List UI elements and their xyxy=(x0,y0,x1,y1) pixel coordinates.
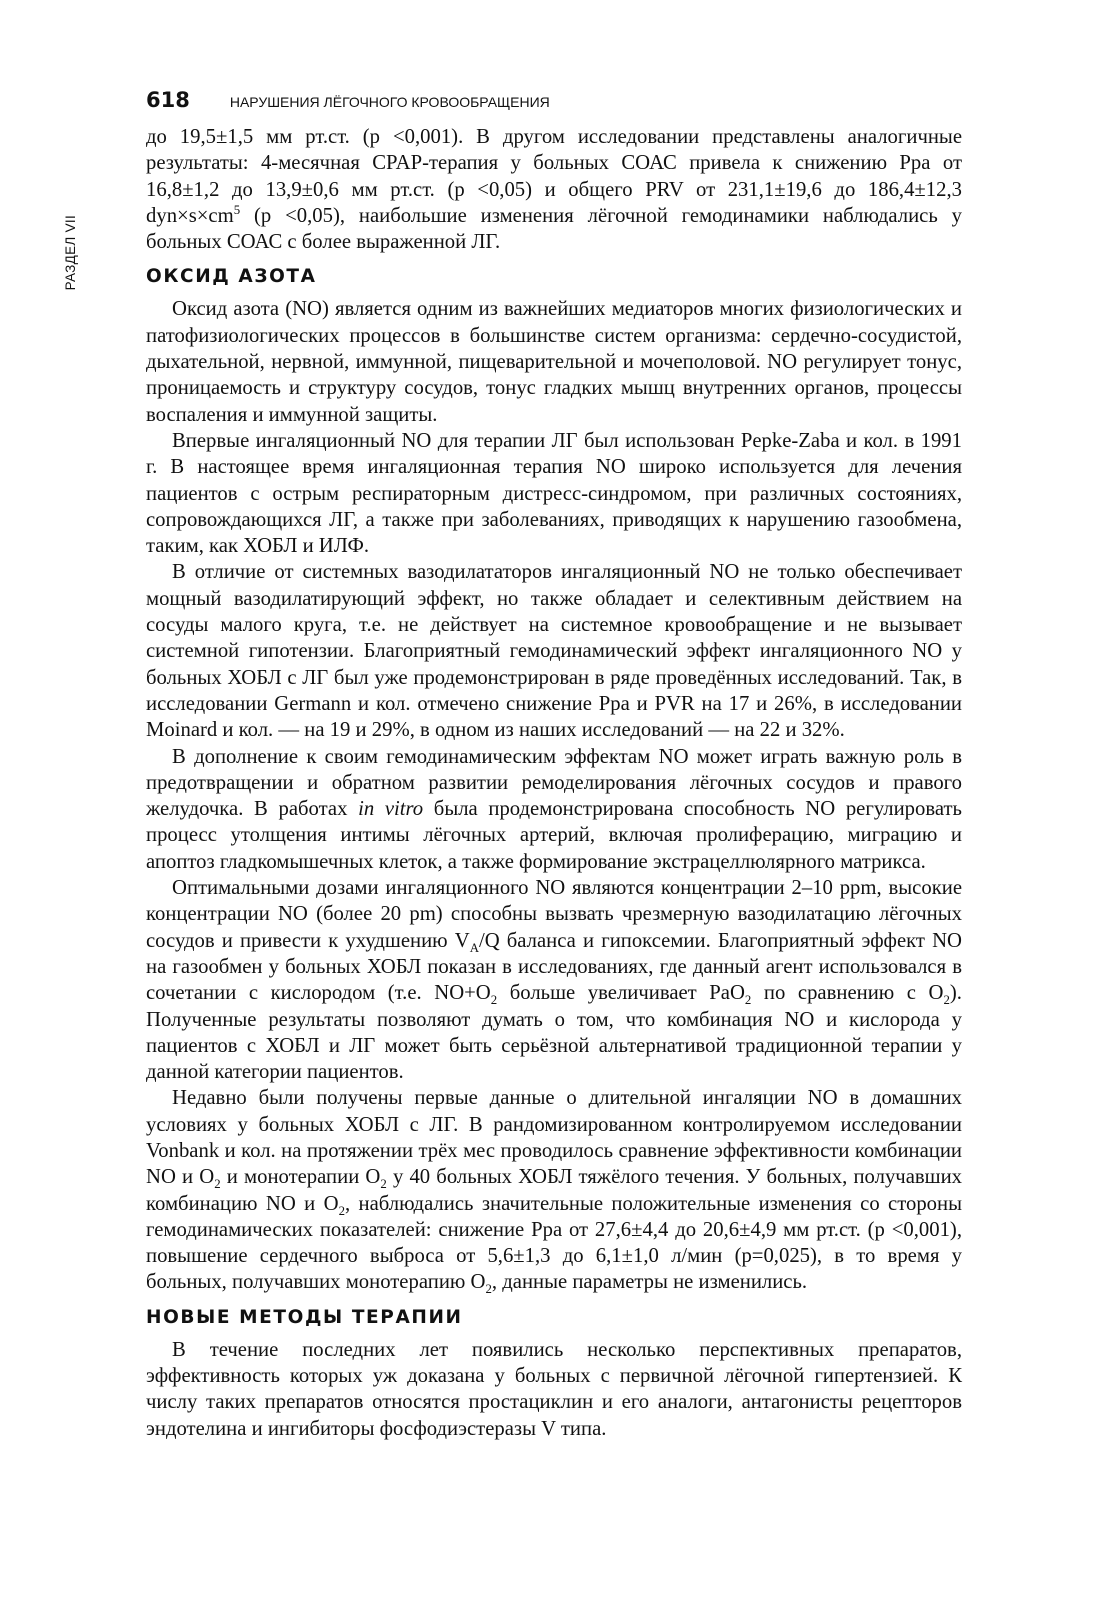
page-header xyxy=(146,88,966,116)
paragraph: Впервые ингаляционный NO для терапии ЛГ был использован Pepke-Zaba и кол. в 1991 г. В настоящее время ингаляционная терапия NO широко используется для лечения пациентов с острым респираторным дистресс-синдромом, при различных состояниях, сопровождающихся ЛГ, а также при заболеваниях, приводящих к нарушению газообмена, таким, как ХОБЛ и ИЛФ. xyxy=(146,429,962,558)
section-side-label: РАЗДЕЛ VII xyxy=(63,215,78,291)
page-body xyxy=(146,124,962,1442)
paragraph: В отличие от системных вазодилататоров ингаляционный NO не только обеспечивает мощный вазодилатирующий эффект, но также обладает и селективным действием на сосуды малого круга, т.е. не действует на системное кровообращение и не вызывает системной гипотензии. Благоприятный гемодинамический эффект ингаляционного NO у больных ХОБЛ с ЛГ был уже продемонстрирован в ряде проведённых исследований. Так, в исследовании Germann и кол. отмечено снижение Ppa и PVR на 17 и 26%, в исследовании Moinard и кол. — на 19 и 29%, в одном из наших исследований — на 22 и 32%. xyxy=(146,561,962,742)
paragraph: Оптимальными дозами ингаляционного NO являются концентрации 2–10 ppm, высокие концентрации NO (более 20 pm) способны вызвать чрезмерную вазодилатацию лёгочных сосудов и привести к ухудшению $V_A/Q$ баланса и гипоксемии. Благоприятный эффект NO на газообмен у больных ХОБЛ показан в исследованиях, где данный агент использовался в сочетании с кислородом (т.е. $NO+O_2$ больше увеличивает PaO$_2$ по сравнению с $O_2$). Полученные результаты позволяют думать о том, что комбинация NO и кислорода у пациентов с ХОБЛ и ЛГ может быть серьёзной альтернативой традиционной терапии у данной категории пациентов. xyxy=(146,877,962,1084)
paragraph: В дополнение к своим гемодинамическим эффектам NO может играть важную роль в предотвращении и обратном развитии ремоделирования лёгочных сосудов и правого желудочка. В работах in vitro была продемонстрирована способность NO регулировать процесс утолщения интимы лёгочных артерий, включая пролиферацию, миграцию и апоптоз гладкомышечных клеток, а также формирование экстрацеллюлярного матрикса. xyxy=(146,745,962,873)
paragraph: В течение последних лет появились несколько перспективных препаратов, эффективность которых уж доказана у больных с первичной лёгочной гипертензией. К числу таких препаратов относятся простациклин и его аналоги, антагонисты рецепторов эндотелина и ингибиторы фосфодиэстеразы V типа. xyxy=(146,1338,962,1440)
section-heading-new-therapies: НОВЫЕ МЕТОДЫ ТЕРАПИИ xyxy=(146,1306,463,1328)
section-heading-nitric-oxide: ОКСИД АЗОТА xyxy=(146,266,317,288)
running-head: НАРУШЕНИЯ ЛЁГОЧНОГО КРОВООБРАЩЕНИЯ xyxy=(229,94,550,110)
paragraph-continuation: до 19,5±1,5 мм рт.ст. (р <0,001). В другом исследовании представлены аналогичные результаты: 4-месячная CPAP-терапия у больных СОАС привела к снижению Ppa от 16,8±1,2 до 13,9±0,6 мм рт.ст. (р <0,05) и общего PRV от 231,1±19,6 до 186,4±12,3 $dyn\times s\times cm^5$ (р <0,05), наибольшие изменения лёгочной гемодинамики наблюдались у больных СОАС с более выраженной ЛГ. xyxy=(146,126,962,254)
paragraph: Недавно были получены первые данные о длительной ингаляции NO в домашних условиях у больных ХОБЛ с ЛГ. В рандомизированном контролируемом исследовании Vonbank и кол. на протяжении трёх мес проводилось сравнение эффективности комбинации NO и $O_2$ и монотерапии $O_2$ у 40 больных ХОБЛ тяжёлого течения. У больных, получавших комбинацию NO и $O_2$, наблюдались значительные положительные изменения со стороны гемодинамических показателей: снижение Ppa от 27,6±4,4 до 20,6±4,9 мм рт.ст. (р <0,001), повышение сердечного выброса от 5,6±1,3 до 6,1±1,0 л/мин (р=0,025), в то время у больных, получавших монотерапию $O_2$, данные параметры не изменились. xyxy=(146,1087,962,1297)
page-number: 618 xyxy=(146,88,190,112)
paragraph: Оксид азота (NO) является одним из важнейших медиаторов многих физиологических и патофизиологических процессов в большинстве систем организма: сердечно-сосудистой, дыхательной, нервной, иммунной, пищеварительной и мочеполовой. NO регулирует тонус, проницаемость и структуру сосудов, тонус гладких мышц внутренних органов, процессы воспаления и иммунной защиты. xyxy=(146,298,962,426)
